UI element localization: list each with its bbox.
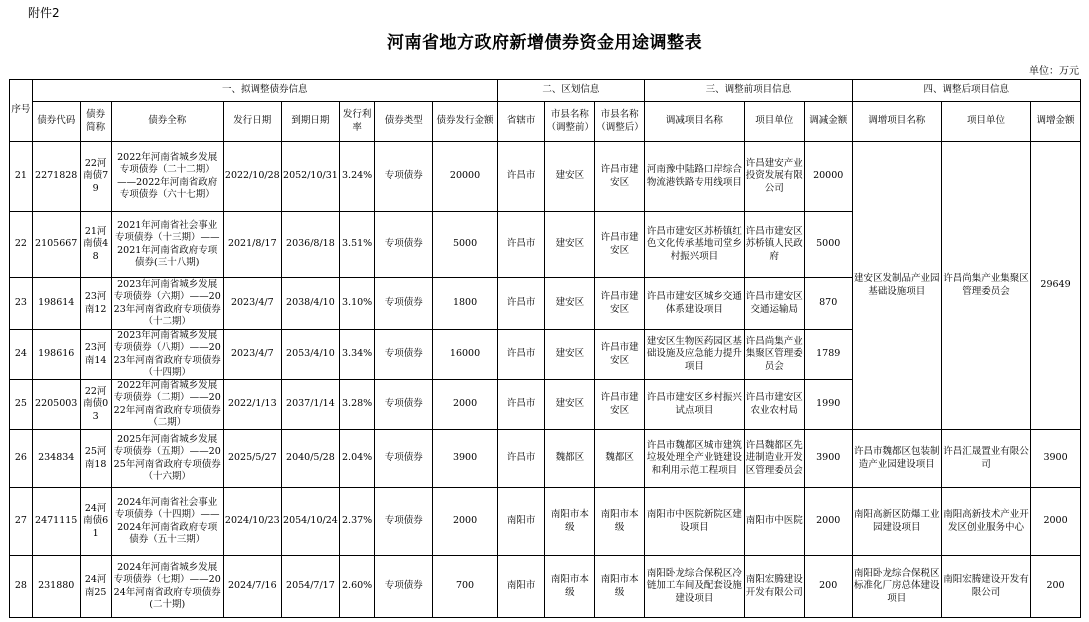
- table-row: [10, 430, 1081, 488]
- cell-seq: 28: [10, 556, 33, 618]
- cell-bond-type: 专项债券: [375, 430, 433, 488]
- cell-bond-full-name: 2025年河南省城乡发展专项债券（五期）——2025年河南省政府专项债券（十六期）: [111, 430, 223, 488]
- cell-city: 许昌市: [497, 330, 545, 380]
- cell-rate: 3.28%: [339, 380, 374, 430]
- cell-issue-date: 2023/4/7: [223, 278, 281, 330]
- cell-before-project-name: 许昌市魏都区城市建筑垃圾处理全产业链建设和利用示范工程项目: [645, 430, 745, 488]
- cell-before-project-name: 南阳市中医院新院区建设项目: [645, 488, 745, 556]
- cell-rate: 2.37%: [339, 488, 374, 556]
- cell-bond-full-name: 2022年河南省城乡发展专项债券（二十二期）——2022年河南省政府专项债券（六十七期）: [111, 142, 223, 212]
- cell-before-amount: 3900: [804, 430, 852, 488]
- header-before-project-name: 调减项目名称: [645, 102, 745, 142]
- header-group-after-project: 四、调整后项目信息: [852, 80, 1080, 102]
- cell-issue-amount: 5000: [433, 212, 497, 278]
- cell-issue-date: 2023/4/7: [223, 330, 281, 380]
- table-row: [10, 142, 1081, 212]
- cell-before-project-unit: 许昌市建安区交通运输局: [744, 278, 804, 330]
- cell-city: 许昌市: [497, 380, 545, 430]
- cell-before-project-unit: 许昌尚集产业集聚区管理委员会: [744, 330, 804, 380]
- attachment-label: 附件2: [28, 6, 60, 20]
- cell-seq: 25: [10, 380, 33, 430]
- cell-issue-date: 2022/10/28: [223, 142, 281, 212]
- header-bond-full-name: 债券全称: [111, 102, 223, 142]
- cell-county-after: 许昌市建安区: [595, 278, 645, 330]
- cell-bond-short-name: 23河南12: [80, 278, 111, 330]
- cell-bond-code: 198614: [32, 278, 80, 330]
- cell-due-date: 2037/1/14: [281, 380, 339, 430]
- cell-city: 南阳市: [497, 488, 545, 556]
- cell-county-before: 建安区: [545, 330, 595, 380]
- cell-due-date: 2053/4/10: [281, 330, 339, 380]
- cell-after-amount: 3900: [1031, 430, 1081, 488]
- header-bond-short-name: 债券简称: [80, 102, 111, 142]
- cell-before-amount: 1990: [804, 380, 852, 430]
- cell-due-date: 2052/10/31: [281, 142, 339, 212]
- cell-bond-code: 231880: [32, 556, 80, 618]
- header-bond-code: 债券代码: [32, 102, 80, 142]
- cell-issue-amount: 20000: [433, 142, 497, 212]
- cell-bond-code: 2271828: [32, 142, 80, 212]
- cell-before-project-unit: 南阳市中医院: [744, 488, 804, 556]
- cell-before-amount: 2000: [804, 488, 852, 556]
- cell-issue-amount: 2000: [433, 380, 497, 430]
- cell-issue-amount: 700: [433, 556, 497, 618]
- cell-due-date: 2036/8/18: [281, 212, 339, 278]
- cell-county-after: 南阳市本级: [595, 556, 645, 618]
- cell-before-project-unit: 许昌市建安区农业农村局: [744, 380, 804, 430]
- cell-county-after: 许昌市建安区: [595, 142, 645, 212]
- cell-bond-full-name: 2023年河南省城乡发展专项债券（六期）——2023年河南省政府专项债券（十二期）: [111, 278, 223, 330]
- cell-issue-amount: 1800: [433, 278, 497, 330]
- cell-after-amount: 200: [1031, 556, 1081, 618]
- table-row: [10, 488, 1081, 556]
- cell-after-project-name: 南阳高新区防爆工业园建设项目: [852, 488, 941, 556]
- cell-after-project-name: 许昌市魏都区包装制造产业园建设项目: [852, 430, 941, 488]
- cell-city: 许昌市: [497, 278, 545, 330]
- cell-bond-type: 专项债券: [375, 278, 433, 330]
- header-group-region-info: 二、区划信息: [497, 80, 644, 102]
- bond-adjustment-table: [9, 79, 1081, 618]
- cell-due-date: 2054/7/17: [281, 556, 339, 618]
- cell-city: 许昌市: [497, 430, 545, 488]
- cell-county-before: 建安区: [545, 278, 595, 330]
- cell-county-after: 魏都区: [595, 430, 645, 488]
- cell-bond-short-name: 24河南25: [80, 556, 111, 618]
- cell-issue-amount: 16000: [433, 330, 497, 380]
- cell-before-project-name: 建安区生物医药园区基础设施及应急能力提升项目: [645, 330, 745, 380]
- cell-after-amount: 2000: [1031, 488, 1081, 556]
- header-group-before-project: 三、调整前项目信息: [645, 80, 853, 102]
- cell-county-before: 建安区: [545, 380, 595, 430]
- header-issue-amount: 债券发行金额: [433, 102, 497, 142]
- cell-bond-full-name: 2024年河南省城乡发展专项债券（七期）——2024年河南省政府专项债券(二十期): [111, 556, 223, 618]
- cell-before-project-unit: 许昌魏都区先进制造业开发区管理委员会: [744, 430, 804, 488]
- header-after-project-name: 调增项目名称: [852, 102, 941, 142]
- cell-seq: 23: [10, 278, 33, 330]
- cell-seq: 27: [10, 488, 33, 556]
- cell-after-project-unit: 南阳宏腾建设开发有限公司: [941, 556, 1030, 618]
- cell-county-before: 南阳市本级: [545, 488, 595, 556]
- cell-county-after: 南阳市本级: [595, 488, 645, 556]
- cell-rate: 3.10%: [339, 278, 374, 330]
- cell-city: 许昌市: [497, 212, 545, 278]
- cell-bond-code: 234834: [32, 430, 80, 488]
- header-due-date: 到期日期: [281, 102, 339, 142]
- cell-bond-code: 2471115: [32, 488, 80, 556]
- cell-county-before: 建安区: [545, 142, 595, 212]
- cell-rate: 2.04%: [339, 430, 374, 488]
- cell-county-after: 许昌市建安区: [595, 212, 645, 278]
- cell-bond-full-name: 2021年河南省社会事业专项债券（十三期）——2021年河南省政府专项债券(三十八期): [111, 212, 223, 278]
- cell-issue-date: 2024/10/23: [223, 488, 281, 556]
- cell-merged-after-project-name: 建安区发制品产业园基础设施项目: [852, 142, 941, 430]
- cell-before-project-unit: 南阳宏腾建设开发有限公司: [744, 556, 804, 618]
- cell-after-project-unit: 南阳高新技术产业开发区创业服务中心: [941, 488, 1030, 556]
- cell-before-amount: 20000: [804, 142, 852, 212]
- cell-rate: 3.34%: [339, 330, 374, 380]
- cell-bond-type: 专项债券: [375, 212, 433, 278]
- cell-county-before: 南阳市本级: [545, 556, 595, 618]
- page-title: 河南省地方政府新增债券资金用途调整表: [387, 33, 702, 53]
- cell-bond-code: 2105667: [32, 212, 80, 278]
- cell-merged-after-project-unit: 许昌尚集产业集聚区管理委员会: [941, 142, 1030, 430]
- cell-before-amount: 1789: [804, 330, 852, 380]
- cell-bond-short-name: 24河南债61: [80, 488, 111, 556]
- header-issue-date: 发行日期: [223, 102, 281, 142]
- cell-due-date: 2040/5/28: [281, 430, 339, 488]
- header-county-before: 市县名称（调整前）: [545, 102, 595, 142]
- cell-before-project-unit: 许昌建安产业投资发展有限公司: [744, 142, 804, 212]
- cell-bond-type: 专项债券: [375, 380, 433, 430]
- cell-issue-amount: 3900: [433, 430, 497, 488]
- cell-before-project-name: 许昌市建安区城乡交通体系建设项目: [645, 278, 745, 330]
- cell-county-before: 建安区: [545, 212, 595, 278]
- cell-bond-code: 198616: [32, 330, 80, 380]
- header-after-project-unit: 项目单位: [941, 102, 1030, 142]
- cell-bond-type: 专项债券: [375, 488, 433, 556]
- cell-rate: 3.51%: [339, 212, 374, 278]
- header-county-after: 市县名称（调整后）: [595, 102, 645, 142]
- cell-seq: 24: [10, 330, 33, 380]
- cell-issue-date: 2024/7/16: [223, 556, 281, 618]
- cell-seq: 22: [10, 212, 33, 278]
- header-seq: 序号: [10, 80, 33, 142]
- cell-county-after: 许昌市建安区: [595, 380, 645, 430]
- cell-bond-type: 专项债券: [375, 142, 433, 212]
- unit-label: 单位：万元: [1029, 66, 1079, 77]
- cell-before-project-name: 南阳卧龙综合保税区冷链加工车间及配套设施建设项目: [645, 556, 745, 618]
- header-group-bond-info: 一、拟调整债券信息: [32, 80, 497, 102]
- header-bond-type: 债券类型: [375, 102, 433, 142]
- cell-due-date: 2054/10/24: [281, 488, 339, 556]
- table-row: [10, 556, 1081, 618]
- cell-city: 许昌市: [497, 142, 545, 212]
- cell-before-project-name: 许昌市建安区乡村振兴试点项目: [645, 380, 745, 430]
- cell-city: 南阳市: [497, 556, 545, 618]
- cell-bond-full-name: 2023年河南省城乡发展专项债券（八期）——2023年河南省政府专项债券（十四期）: [111, 330, 223, 380]
- cell-rate: 3.24%: [339, 142, 374, 212]
- cell-after-project-unit: 许昌汇晟置业有限公司: [941, 430, 1030, 488]
- cell-bond-type: 专项债券: [375, 556, 433, 618]
- cell-issue-date: 2025/5/27: [223, 430, 281, 488]
- cell-bond-short-name: 22河南债03: [80, 380, 111, 430]
- cell-bond-short-name: 21河南债48: [80, 212, 111, 278]
- cell-before-project-name: 河南豫中陆路口岸综合物流港铁路专用线项目: [645, 142, 745, 212]
- cell-before-amount: 5000: [804, 212, 852, 278]
- cell-seq: 26: [10, 430, 33, 488]
- cell-county-after: 许昌市建安区: [595, 330, 645, 380]
- cell-bond-short-name: 22河南债79: [80, 142, 111, 212]
- header-after-amount: 调增金额: [1031, 102, 1081, 142]
- cell-due-date: 2038/4/10: [281, 278, 339, 330]
- cell-before-amount: 200: [804, 556, 852, 618]
- header-before-project-unit: 项目单位: [744, 102, 804, 142]
- cell-county-before: 魏都区: [545, 430, 595, 488]
- cell-issue-date: 2021/8/17: [223, 212, 281, 278]
- cell-merged-after-amount: 29649: [1031, 142, 1081, 430]
- cell-bond-short-name: 25河南18: [80, 430, 111, 488]
- cell-bond-code: 2205003: [32, 380, 80, 430]
- cell-before-amount: 870: [804, 278, 852, 330]
- header-before-amount: 调减金额: [804, 102, 852, 142]
- cell-bond-type: 专项债券: [375, 330, 433, 380]
- cell-seq: 21: [10, 142, 33, 212]
- cell-bond-short-name: 23河南14: [80, 330, 111, 380]
- header-rate: 发行利率: [339, 102, 374, 142]
- cell-bond-full-name: 2022年河南省城乡发展专项债券（二期）——2022年河南省政府专项债券（二期）: [111, 380, 223, 430]
- cell-before-project-unit: 许昌市建安区苏桥镇人民政府: [744, 212, 804, 278]
- cell-rate: 2.60%: [339, 556, 374, 618]
- cell-bond-full-name: 2024年河南省社会事业专项债券（十四期）——2024年河南省政府专项债券（五十三期）: [111, 488, 223, 556]
- header-city: 省辖市: [497, 102, 545, 142]
- cell-after-project-name: 南阳卧龙综合保税区标准化厂房总体建设项目: [852, 556, 941, 618]
- cell-issue-amount: 2000: [433, 488, 497, 556]
- cell-before-project-name: 许昌市建安区苏桥镇红色文化传承基地司堂乡村振兴项目: [645, 212, 745, 278]
- cell-issue-date: 2022/1/13: [223, 380, 281, 430]
